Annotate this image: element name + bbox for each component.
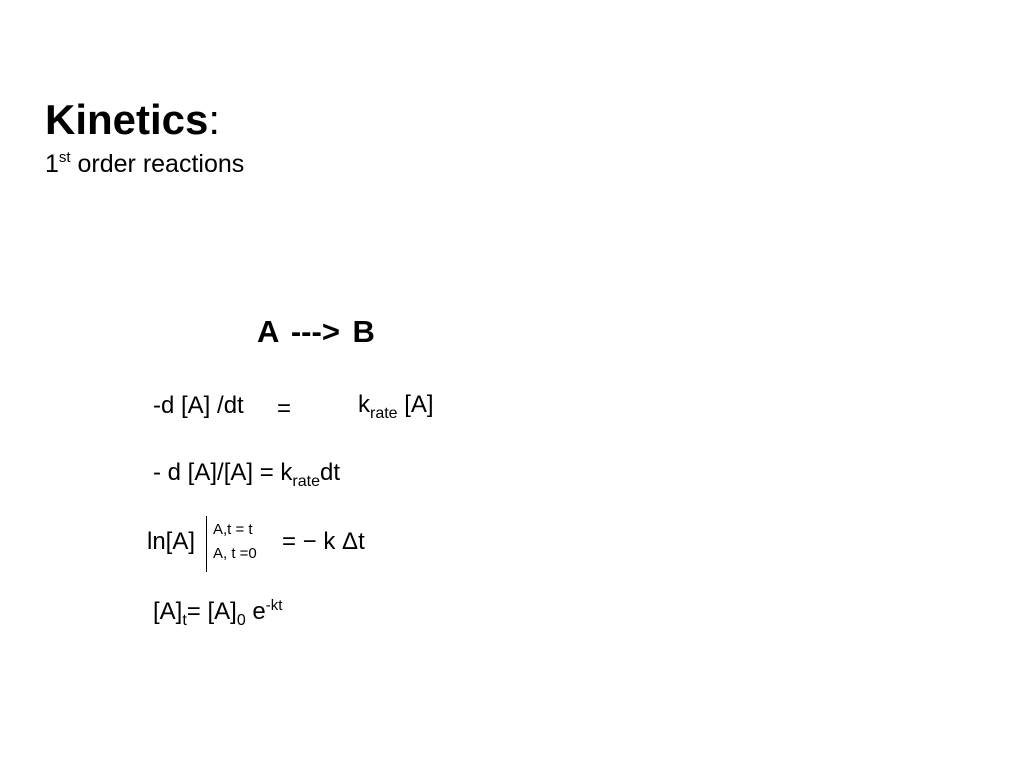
- rate-constant: k: [358, 391, 370, 418]
- separated-left: - d [A]/[A] = k: [153, 459, 293, 486]
- rate-law-right: [358, 393, 434, 422]
- reaction-equation: A ---> B: [257, 314, 375, 349]
- exp-zero-subscript: 0: [236, 612, 246, 629]
- slide-title: [45, 96, 221, 143]
- exp-conc: [A]: [153, 598, 183, 625]
- title-colon: :: [208, 96, 221, 143]
- integration-upper-limit: A,t = t: [213, 521, 253, 538]
- subtitle-text: order reactions: [70, 150, 245, 178]
- rate-concentration: [A]: [397, 391, 434, 418]
- subtitle-superscript: st: [58, 149, 71, 166]
- integrated-ln-term: ln[A]: [147, 528, 196, 555]
- exp-e: e: [245, 598, 266, 625]
- separated-right: dt: [319, 459, 340, 486]
- slide-subtitle: [45, 150, 244, 177]
- rate-law-left: -d [A] /dt: [153, 392, 244, 419]
- rate-law-equals: =: [277, 395, 292, 422]
- exp-time-subscript: t: [182, 612, 187, 629]
- exp-middle: = [A]: [186, 598, 237, 625]
- title-main: Kinetics: [45, 96, 209, 143]
- integrated-rhs: = − k Δt: [282, 528, 365, 555]
- integration-lower-limit: A, t =0: [213, 545, 257, 562]
- evaluation-bar: [206, 516, 207, 572]
- exponential-equation: [153, 598, 282, 629]
- subtitle-number: 1: [45, 150, 59, 178]
- rate-constant-subscript: rate: [370, 405, 398, 422]
- separated-equation: [153, 461, 340, 490]
- separated-subscript: rate: [292, 473, 320, 490]
- exp-power: -kt: [265, 597, 283, 614]
